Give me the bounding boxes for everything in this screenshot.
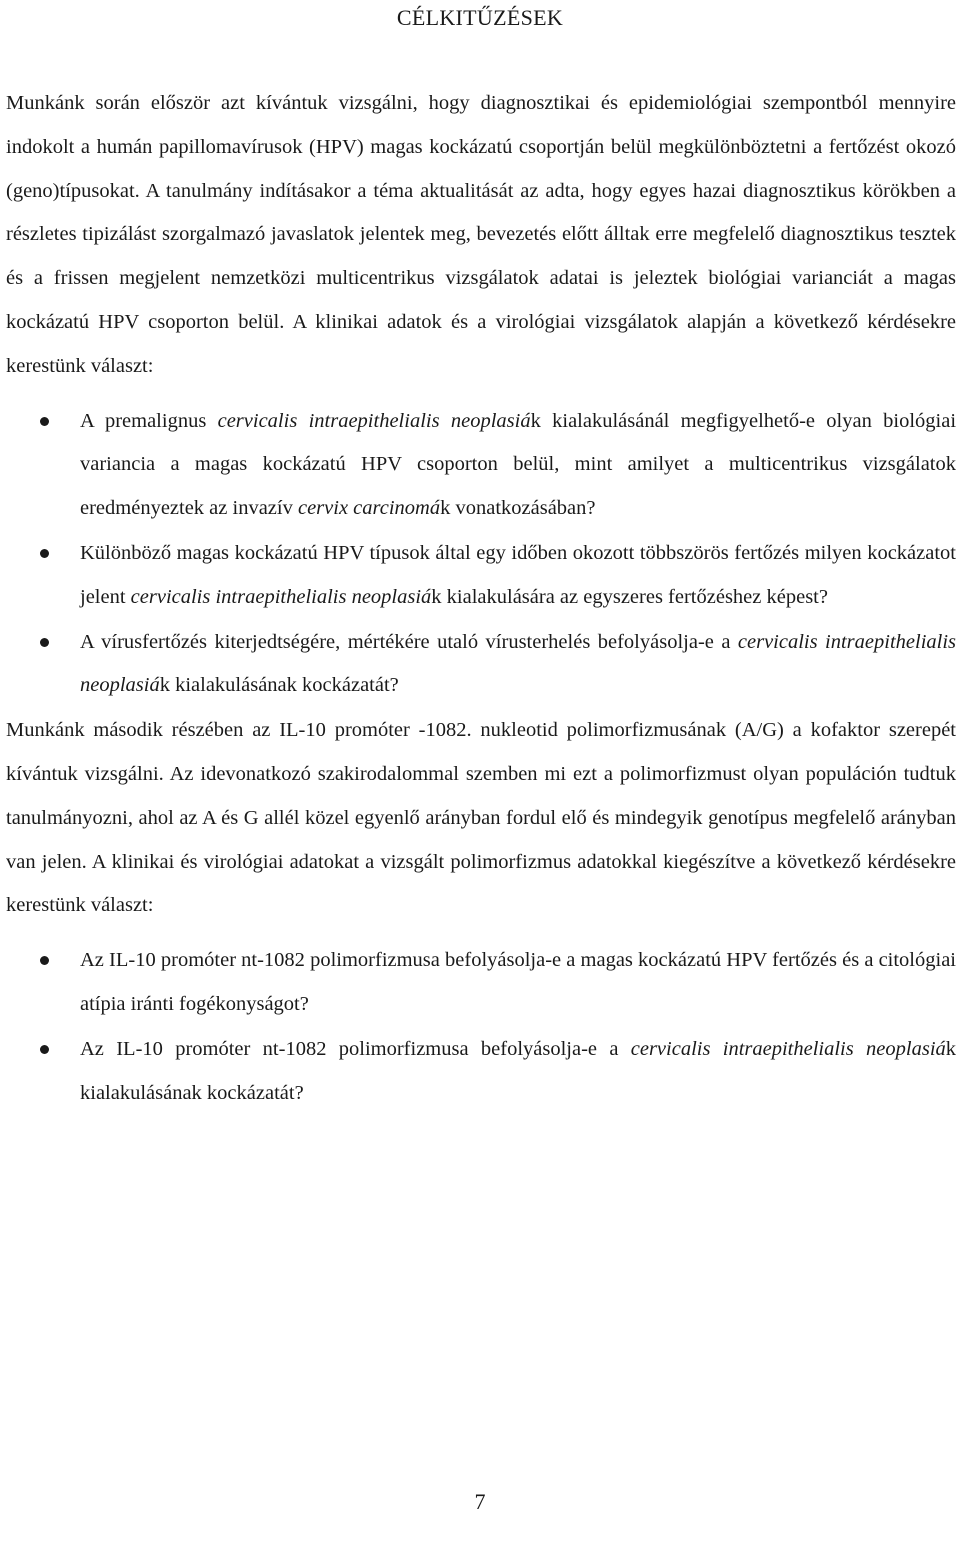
question-italic-term: cervicalis intraepithelialis neoplasiá xyxy=(630,1037,946,1060)
question-list-il10 xyxy=(6,939,956,1115)
question-text-part: k kialakulásának kockázatát? xyxy=(80,1037,957,1104)
question-text-part: k kialakulásánál megfigyelhető-e olyan biológiai variancia a magas kockázatú HPV csoporton belül, mint amilyet a multicentrikus vizsgálatok eredményeztek az invazív xyxy=(80,409,957,520)
question-italic-term: cervicalis intraepithelialis neoplasiá xyxy=(80,630,957,697)
question-item xyxy=(6,532,956,620)
question-item xyxy=(6,939,956,1027)
question-item xyxy=(6,400,956,531)
bullet-icon xyxy=(40,417,49,426)
bullet-icon xyxy=(40,638,49,647)
question-text-part: A premalignus xyxy=(80,409,218,432)
intro-paragraph: Munkánk során először azt kívántuk vizsgálni, hogy diagnosztikai és epidemiológiai szempontból mennyire indokolt a humán papillomavírusok (HPV) magas kockázatú csoportján belül megkülönböztetni a fertőzést okozó (geno)típusokat. A tanulmány indításakor a téma aktualitását az adta, hogy egyes hazai diagnosztikus körökben a részletes tipizálást szorgalmazó javaslatok jelentek meg, bevezetés előtt álltak erre megfelelő diagnosztikus tesztek és a frissen megjelent nemzetközi multicentrikus vizsgálatok adatai is jeleztek biológiai varianciát a magas kockázatú HPV csoporton belül. A klinikai adatok és a virológiai vizsgálatok alapján a következő kérdésekre kerestünk választ: xyxy=(6,92,956,377)
question-list-hpv xyxy=(6,400,956,709)
question-text-part: k kialakulásának kockázatát? xyxy=(159,674,399,697)
question-item xyxy=(6,621,956,709)
question-text-part: k vonatkozásában? xyxy=(440,497,596,520)
bullet-icon xyxy=(40,1045,49,1054)
page-number: 7 xyxy=(474,1489,486,1514)
main-content xyxy=(6,82,956,1115)
question-text-part: Az IL-10 promóter nt-1082 polimorfizmusa befolyásolja-e a xyxy=(80,1037,631,1060)
bullet-icon xyxy=(40,549,49,558)
question-italic-term: cervicalis intraepithelialis neoplasiá xyxy=(130,585,432,608)
question-italic-term: cervix carcinomá xyxy=(297,497,441,520)
question-text-part: k kialakulására az egyszeres fertőzéshez képest? xyxy=(431,585,828,608)
question-text-part: A vírusfertőzés kiterjedtségére, mértékére utaló vírusterhelés befolyásolja-e a xyxy=(80,630,738,653)
question-text-part: Különböző magas kockázatú HPV típusok által egy időben okozott többszörös fertőzés milyen kockázatot jelent xyxy=(80,541,956,608)
question-italic-term: cervicalis intraepithelialis neoplasiá xyxy=(217,409,531,432)
question-text-part: Az IL-10 promóter nt-1082 polimorfizmusa befolyásolja-e a magas kockázatú HPV fertőzés és a citológiai atípia iránti fogékonyságot? xyxy=(80,949,956,1015)
page-title: CÉLKITŰZÉSEK xyxy=(396,5,564,30)
second-paragraph: Munkánk második részében az IL-10 promóter -1082. nukleotid polimorfizmusának (A/G) a kofaktor szerepét kívántuk vizsgálni. Az idevonatkozó szakirodalommal szemben mi ezt a polimorfizmust olyan populáción tudtuk tanulmányozni, ahol az A és G allél közel egyenlő arányban fordul elő és mindegyik genotípus megfelelő arányban van jelen. A klinikai és virológiai adatokat a vizsgált polimorfizmus adatokkal kiegészítve a következő kérdésekre kerestünk választ: xyxy=(6,719,956,917)
question-item xyxy=(6,1028,956,1116)
bullet-icon xyxy=(40,956,49,965)
